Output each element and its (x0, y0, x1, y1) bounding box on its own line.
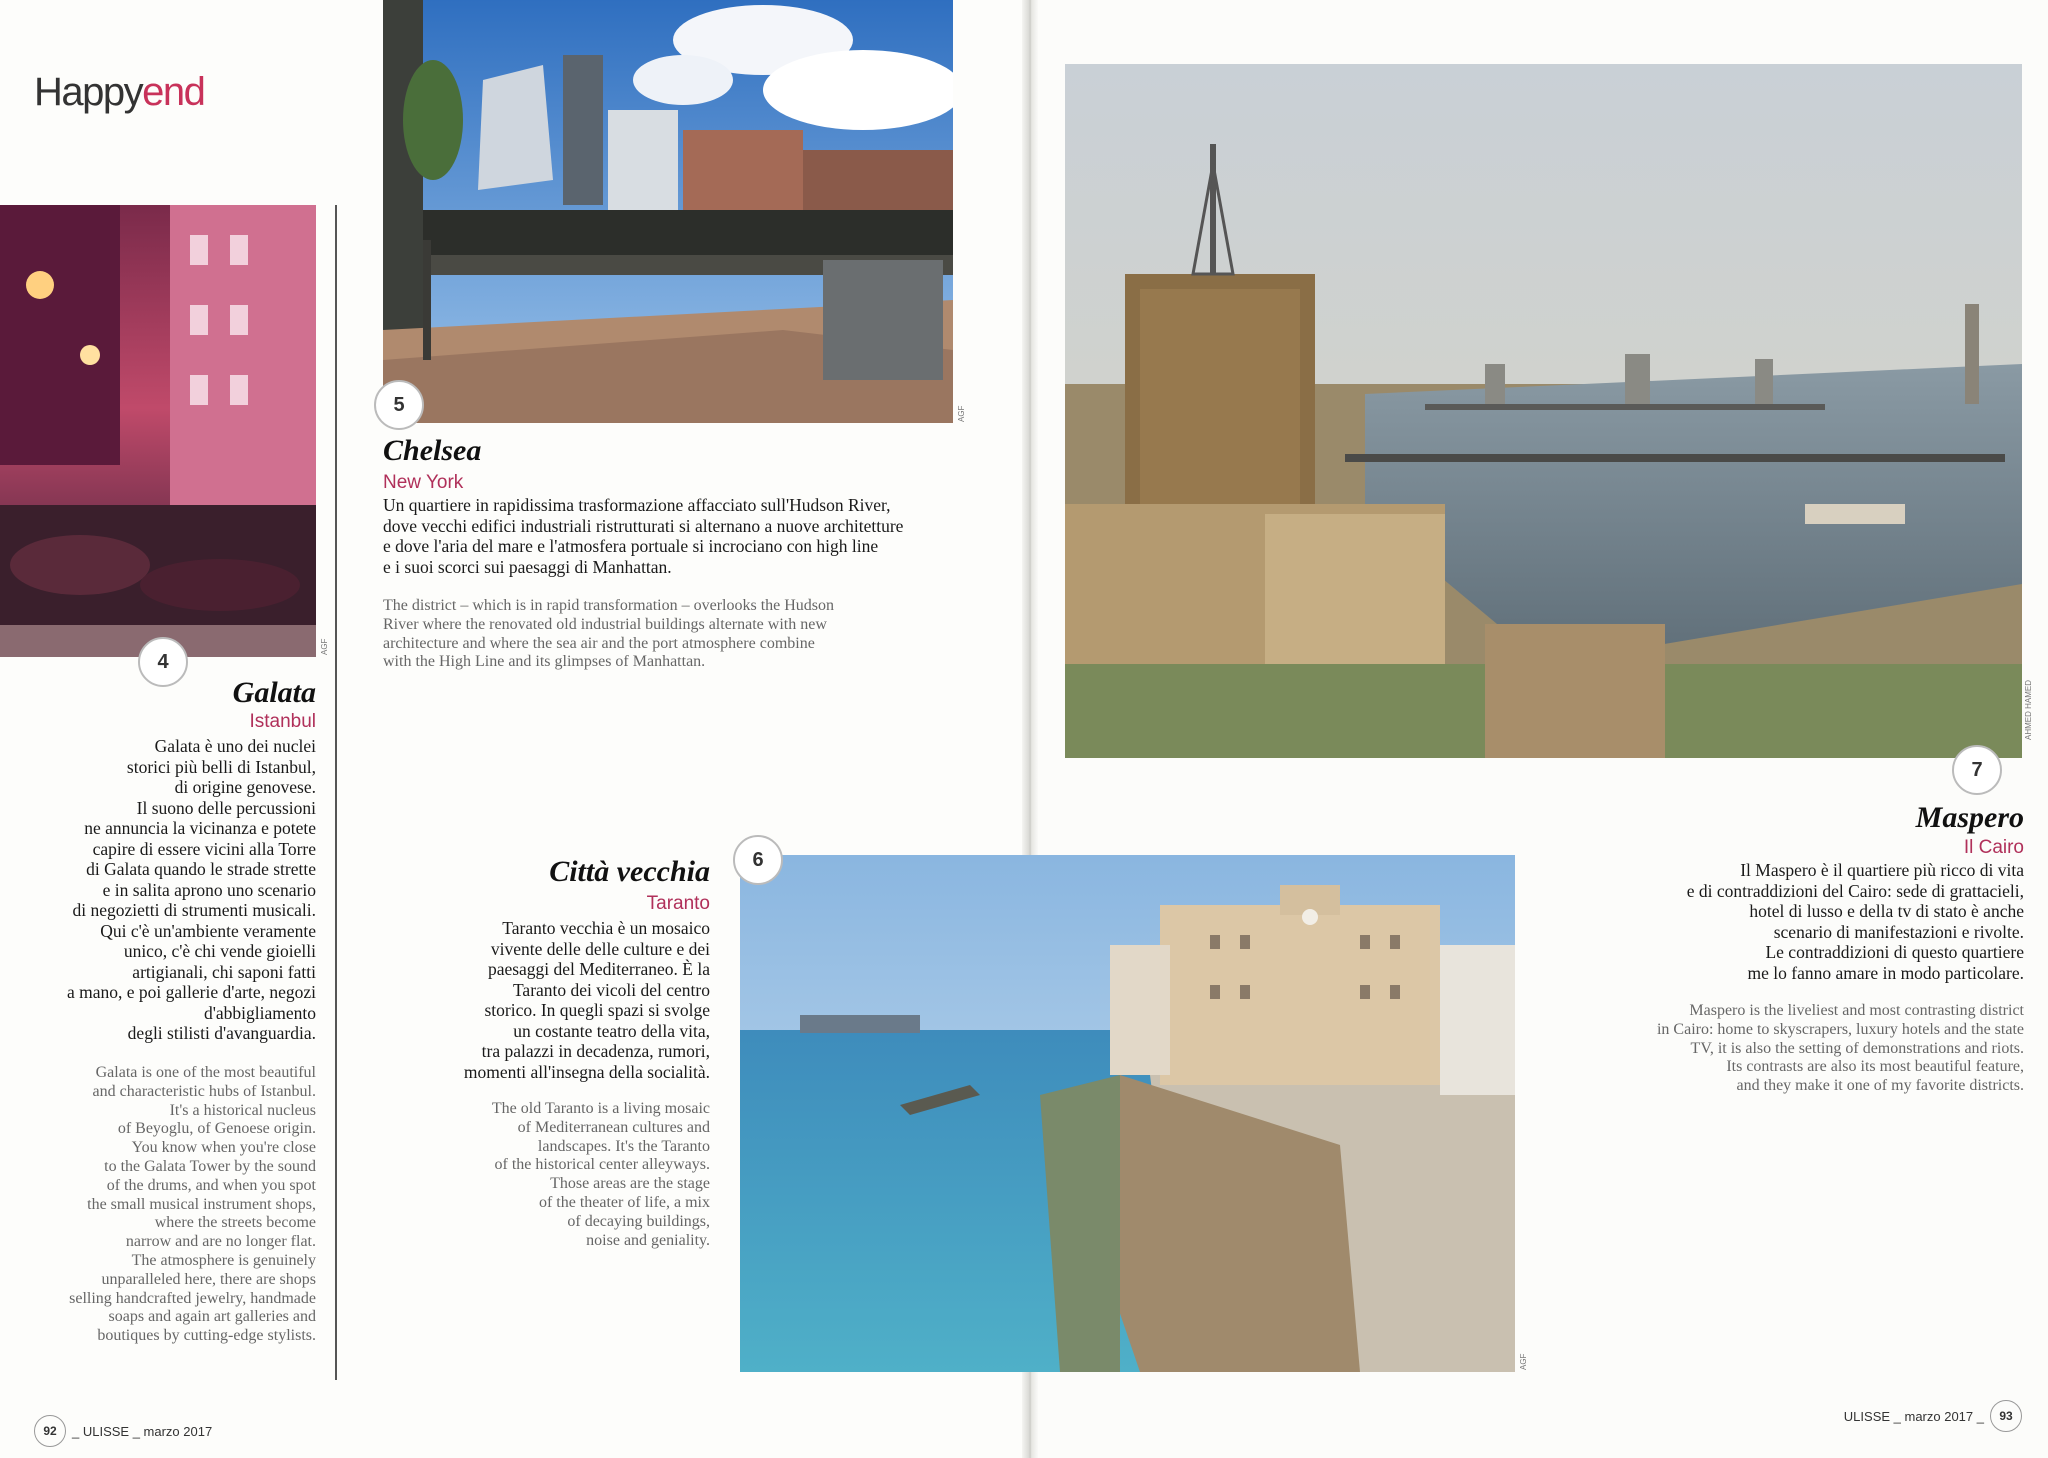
photo-credit-galata: AGF (320, 638, 329, 655)
text-line: Il suono delle percussioni (136, 797, 316, 818)
text-line: of the drums, and when you spot (106, 1176, 316, 1194)
maspero-city: Il Cairo (1963, 837, 2024, 858)
text-line: Il Maspero è il quartiere più ricco di vita (1740, 860, 2024, 880)
text-line: landscapes. It's the Taranto (537, 1137, 710, 1155)
text-line: Le contraddizioni di questo quartiere (1765, 942, 2024, 962)
page-number-right: 93 (1990, 1400, 2022, 1432)
text-line: unparalleled here, there are shops (101, 1270, 316, 1288)
text-line: storici più belli di Istanbul, (126, 756, 316, 777)
text-line: scenario di manifestazioni e rivolte. (1773, 921, 2024, 942)
footer-left-text: _ ULISSE _ marzo 2017 (72, 1423, 213, 1439)
text-line: You know when you're close (131, 1139, 316, 1157)
text-line: un costante teatro della vita, (513, 1020, 710, 1041)
text-line: artigianali, chi saponi fatti (132, 961, 316, 982)
text-line: of the historical center alleyways. (494, 1156, 710, 1174)
text-line: and characteristic hubs of Istanbul. (92, 1082, 316, 1100)
galata-text-it (0, 736, 316, 1044)
text-line: It's a historical nucleus (169, 1101, 316, 1119)
photo-taranto (740, 855, 1515, 1372)
footer-right-text: ULISSE _ marzo 2017 _ (1843, 1408, 1984, 1424)
photo-maspero (1065, 64, 2022, 758)
text-line: selling handcrafted jewelry, handmade (69, 1289, 316, 1307)
maspero-text-it (1584, 860, 2024, 983)
chelsea-text-en (383, 597, 963, 672)
text-line: paesaggi del Mediterraneo. È la (487, 959, 710, 979)
text-line: vivente delle delle culture e dei (490, 938, 710, 959)
text-line: narrow and are no longer flat. (125, 1233, 316, 1251)
galata-text-en (0, 1064, 316, 1346)
badge-number-7: 7 (1952, 745, 2002, 795)
text-line: hotel di lusso e della tv di stato è anche (1749, 901, 2024, 921)
brand-happy: Happy (34, 70, 143, 114)
text-line: me lo fanno amare in modo particolare. (1747, 962, 2024, 983)
photo-credit-chelsea: AGF (957, 405, 966, 422)
text-line: di origine genovese. (174, 777, 316, 797)
text-line: Its contrasts are also its most beautiful feature, (1726, 1058, 2024, 1076)
photo-credit-maspero: AHMED HAMED (2024, 679, 2033, 740)
photo-galata (0, 205, 316, 657)
chelsea-text-it (383, 495, 963, 577)
text-line: boutiques by cutting-edge stylists. (97, 1327, 316, 1345)
text-line: e i suoi scorci sui paesaggi di Manhattan. (383, 556, 672, 577)
footer-right (1844, 1400, 2022, 1432)
text-line: of decaying buildings, (567, 1212, 710, 1230)
text-line: e in salita aprono uno scenario (102, 879, 316, 900)
photo-credit-taranto: AGF (1519, 1353, 1528, 1370)
brand-end: end (142, 70, 205, 114)
text-line: momenti all'insegna della socialità. (463, 1061, 710, 1082)
text-line: of Beyoglu, of Genoese origin. (117, 1120, 316, 1138)
text-line: storico. In quegli spazi si svolge (484, 1000, 710, 1020)
text-line: Galata è uno dei nuclei (154, 736, 316, 756)
text-line: di Galata quando le strade strette (86, 859, 316, 879)
text-line: Qui c'è un'ambiente veramente (100, 920, 316, 941)
text-line: The old Taranto is a living mosaic (491, 1100, 710, 1117)
photo-chelsea (383, 0, 953, 423)
text-line: tra palazzi in decadenza, rumori, (481, 1041, 710, 1061)
text-line: Un quartiere in rapidissima trasformazione affacciato sull'Hudson River, (383, 495, 891, 515)
galata-city: Istanbul (249, 711, 316, 732)
footer-left (34, 1415, 212, 1447)
badge-number-5: 5 (374, 380, 424, 430)
text-line: soaps and again art galleries and (108, 1308, 316, 1326)
taranto-text-it (410, 918, 710, 1082)
text-line: Taranto vecchia è un mosaico (502, 918, 710, 938)
text-line: dove vecchi edifici industriali ristrutturati si alternano a nuove architetture (383, 515, 904, 536)
text-line: River where the renovated old industrial buildings alternate with new (383, 615, 827, 633)
text-line: Maspero is the liveliest and most contrasting district (1689, 1002, 2024, 1019)
galata-title: Galata (232, 676, 316, 709)
text-line: noise and geniality. (586, 1231, 710, 1249)
text-line: The atmosphere is genuinely (131, 1251, 316, 1269)
text-line: unico, c'è chi vende gioielli (123, 941, 316, 961)
text-line: and they make it one of my favorite districts. (1736, 1077, 2024, 1095)
text-line: The district – which is in rapid transformation – overlooks the Hudson (383, 597, 835, 614)
text-line: architecture and where the sea air and the port atmosphere combine (383, 634, 815, 652)
text-line: ne annuncia la vicinanza e potete (84, 818, 316, 838)
text-line: di negozietti di strumenti musicali. (72, 900, 316, 920)
text-line: Galata is one of the most beautiful (95, 1064, 316, 1081)
text-line: a mano, e poi gallerie d'arte, negozi (66, 982, 316, 1002)
badge-number-6: 6 (733, 835, 783, 885)
text-line: d'abbigliamento (203, 1002, 316, 1023)
text-line: TV, it is also the setting of demonstrations and riots. (1690, 1039, 2024, 1057)
section-brand (34, 70, 204, 115)
column-rule (335, 205, 337, 1380)
text-line: e di contraddizioni del Cairo: sede di grattacieli, (1686, 880, 2024, 901)
text-line: e dove l'aria del mare e l'atmosfera portuale si incrociano con high line (383, 536, 879, 556)
badge-number-4: 4 (138, 637, 188, 687)
chelsea-city: New York (383, 472, 464, 493)
text-line: with the High Line and its glimpses of Manhattan. (383, 653, 706, 671)
text-line: of the theater of life, a mix (538, 1193, 710, 1211)
page-number-left: 92 (34, 1415, 66, 1447)
chelsea-title: Chelsea (383, 434, 482, 467)
taranto-text-en (410, 1100, 710, 1250)
text-line: in Cairo: home to skyscrapers, luxury hotels and the state (1656, 1020, 2024, 1038)
text-line: of Mediterranean cultures and (517, 1118, 710, 1136)
maspero-title: Maspero (1915, 801, 2024, 834)
maspero-text-en (1584, 1002, 2024, 1096)
text-line: where the streets become (154, 1214, 316, 1232)
taranto-city: Taranto (646, 893, 710, 914)
text-line: Those areas are the stage (550, 1175, 710, 1193)
taranto-title: Città vecchia (549, 855, 710, 888)
text-line: to the Galata Tower by the sound (104, 1157, 316, 1175)
text-line: degli stilisti d'avanguardia. (127, 1023, 316, 1043)
text-line: capire di essere vicini alla Torre (92, 838, 316, 859)
text-line: Taranto dei vicoli del centro (512, 979, 710, 1000)
text-line: the small musical instrument shops, (87, 1195, 316, 1213)
